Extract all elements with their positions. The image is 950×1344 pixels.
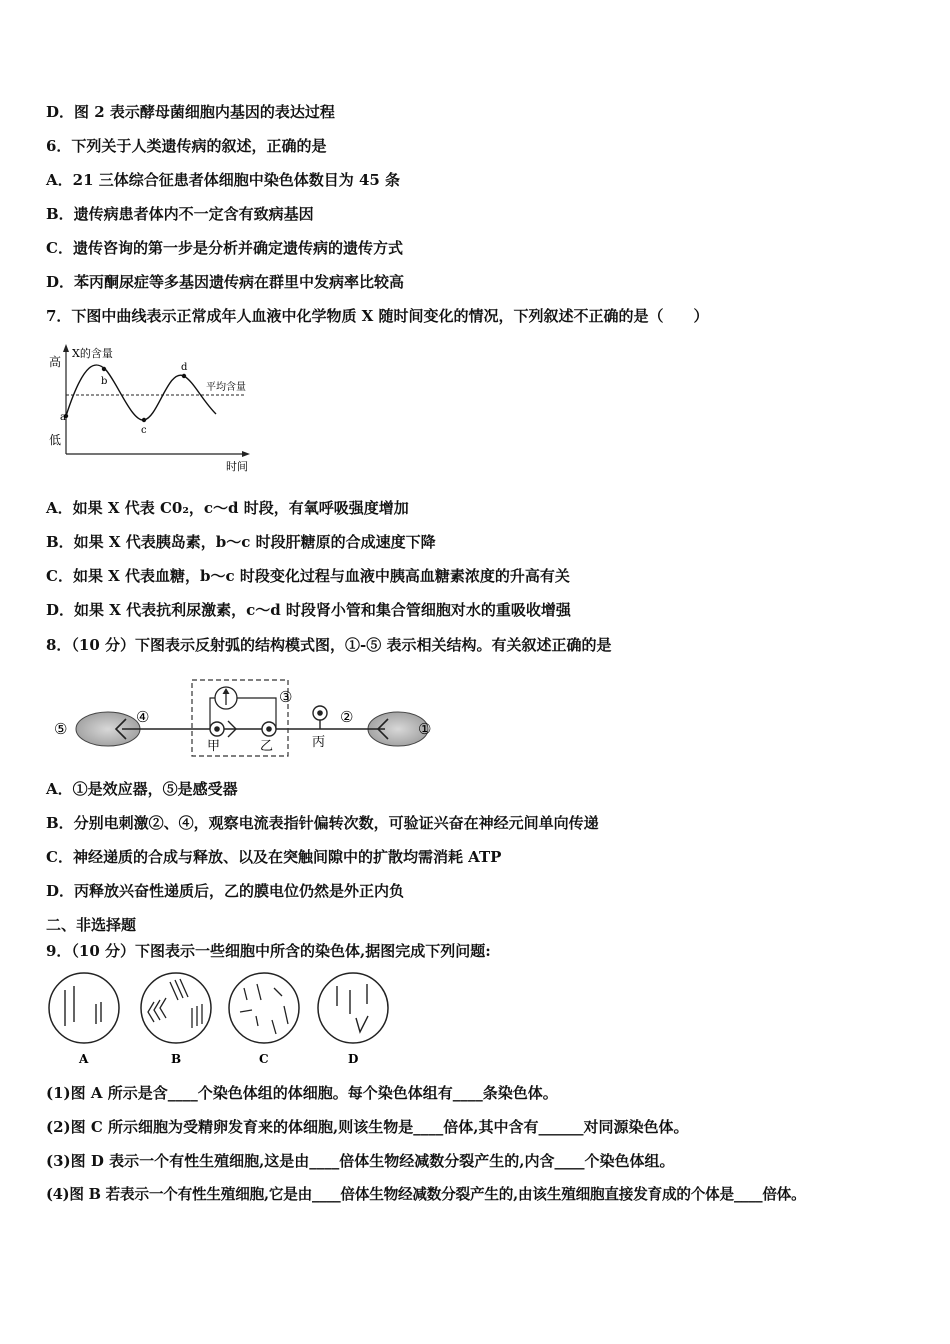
x-axis-title: 时间 [226, 460, 248, 473]
x-axis-arrow [242, 451, 250, 457]
cell-d [318, 973, 388, 1043]
neuron-bing-nucleus [317, 710, 323, 716]
label-1: ① [418, 720, 432, 738]
content-curve [66, 365, 216, 420]
q8-stem: 8．（10 分）下图表示反射弧的结构模式图，①-⑤ 表示相关结构。有关叙述正确的是 [46, 636, 612, 654]
chromosome [272, 1020, 276, 1034]
q9-stem: 9．（10 分）下图表示一些细胞中所含的染色体,据图完成下列问题: [46, 942, 491, 960]
q7-option-c: C．如果 X 代表血糖，b～c 时段变化过程与血液中胰高血糖素浓度的升高有关 [46, 567, 570, 585]
q6-stem: 6．下列关于人类遗传病的叙述，正确的是 [46, 137, 327, 155]
y-low-label: 低 [49, 433, 62, 447]
q6-option-c: C．遗传咨询的第一步是分析并确定遗传病的遗传方式 [46, 239, 403, 257]
chromosome [154, 1000, 160, 1020]
chromosome [284, 1006, 288, 1024]
label-5: ⑤ [54, 720, 68, 738]
section-heading: 二、非选择题 [46, 916, 137, 934]
cell-a-label: A [79, 1052, 89, 1066]
cell-d-label: D [348, 1052, 359, 1066]
q8-option-c: C．神经递质的合成与释放、以及在突触间隙中的扩散均需消耗 ATP [46, 848, 502, 866]
q8-option-a: A．①是效应器，⑤是感受器 [46, 780, 238, 798]
cell-a-membrane [49, 973, 119, 1043]
label-3: ③ [279, 688, 293, 706]
cell-c-label: C [259, 1052, 269, 1066]
q9-part-2: (2)图 C 所示细胞为受精卵发育来的体细胞,则该生物是____倍体,其中含有______对同源染色体。 [46, 1118, 689, 1136]
reflex-arc-diagram [50, 672, 450, 764]
cell-d-membrane [318, 973, 388, 1043]
q7-option-a: A．如果 X 代表 C0₂，c～d 时段，有氧呼吸强度增加 [46, 499, 409, 517]
cell-c-membrane [229, 973, 299, 1043]
chromosome [148, 1002, 154, 1022]
neuron-jia-nucleus [214, 726, 220, 732]
y-axis-title: X的含量 [72, 347, 113, 360]
cell-a [49, 973, 119, 1043]
q7-stem: 7．下图中曲线表示正常成年人血液中化学物质 X 随时间变化的情况，下列叙述不正确的是（ ） [46, 307, 709, 325]
q9-part-4: (4)图 B 若表示一个有性生殖细胞,它是由____倍体生物经减数分裂产生的,由该生殖细胞直接发育成的个体是____倍体。 [46, 1186, 806, 1203]
chromosome [244, 988, 247, 1000]
q6-option-a: A．21 三体综合征患者体细胞中染色体数目为 45 条 [46, 171, 401, 189]
q8-option-d: D．丙释放兴奋性递质后，乙的膜电位仍然是外正内负 [46, 882, 405, 900]
chromosome [356, 1016, 368, 1032]
point-d-dot [182, 374, 186, 378]
label-yi: 乙 [260, 739, 274, 754]
average-label: 平均含量 [206, 382, 246, 393]
point-a-label: a [60, 412, 66, 423]
q7-content-graph [44, 340, 264, 475]
cell-b-label: B [171, 1052, 182, 1066]
chromosome [257, 984, 261, 1000]
q6-option-d: D．苯丙酮尿症等多基因遗传病在群里中发病率比较高 [46, 273, 405, 291]
point-b-label: b [101, 376, 108, 387]
point-c-dot [142, 418, 146, 422]
neuron-yi-nucleus [266, 726, 272, 732]
chromosome [160, 998, 166, 1018]
chromosome-cells-figure [44, 970, 404, 1070]
point-c-label: c [141, 425, 147, 436]
q5-option-d: D．图 2 表示酵母菌细胞内基因的表达过程 [46, 103, 335, 121]
point-d-label: d [181, 362, 188, 373]
y-high-label: 高 [49, 355, 62, 369]
cell-c [229, 973, 299, 1043]
q9-part-3: (3)图 D 表示一个有性生殖细胞,这是由____倍体生物经减数分裂产生的,内含____个染色体组。 [46, 1152, 675, 1170]
chromosome [240, 1010, 252, 1012]
label-2: ② [340, 708, 354, 726]
q7-option-b: B．如果 X 代表胰岛素，b～c 时段肝糖原的合成速度下降 [46, 533, 436, 551]
label-4: ④ [136, 708, 150, 726]
label-jia: 甲 [207, 739, 221, 754]
q6-option-b: B．遗传病患者体内不一定含有致病基因 [46, 205, 314, 223]
y-axis-arrow [63, 344, 69, 352]
q9-part-1: (1)图 A 所示是含____个染色体组的体细胞。每个染色体组有____条染色体。 [46, 1084, 558, 1102]
chromosome [256, 1016, 258, 1026]
point-b-dot [102, 367, 106, 371]
cell-b [141, 973, 211, 1043]
label-bing: 丙 [312, 735, 326, 750]
q8-option-b: B．分别电刺激②、④，观察电流表指针偏转次数，可验证兴奋在神经元间单向传递 [46, 814, 599, 832]
q7-option-d: D．如果 X 代表抗利尿激素，c～d 时段肾小管和集合管细胞对水的重吸收增强 [46, 601, 571, 619]
chromosome [274, 988, 282, 996]
